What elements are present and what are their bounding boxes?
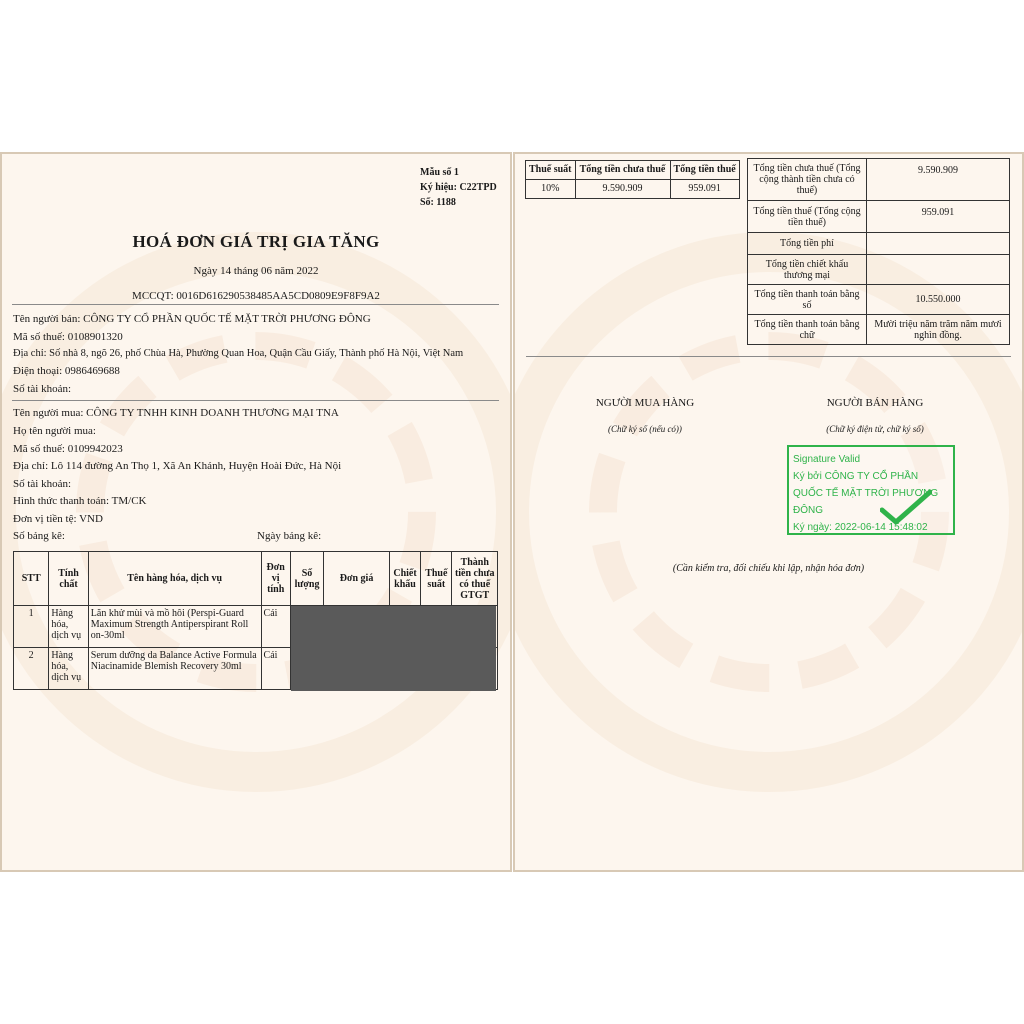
seller-signature-title: NGƯỜI BÁN HÀNG [826, 397, 924, 409]
invoice-date: Ngày 14 tháng 06 năm 2022 [193, 265, 319, 277]
invoice-mccqt: MCCQT: 0016D616290538485AA5CD0809E9F8F9A2 [132, 290, 380, 302]
signature-date: Ký ngày: 2022-06-14 15:48:02 [793, 522, 928, 533]
buyer-person: Họ tên người mua: [13, 425, 96, 437]
form-number: Mẫu số 1 [420, 167, 459, 178]
check-icon [880, 488, 932, 528]
cell-unit: Cái [261, 648, 290, 690]
col-header: Đơn giá [324, 552, 390, 606]
cell-stt: 1 [14, 606, 49, 648]
seller-account: Số tài khoản: [13, 383, 72, 395]
signature-signer-line: Ký bởi CÔNG TY CỔ PHẦN [793, 471, 919, 482]
cell-unit: Cái [261, 606, 290, 648]
col-header: Chiết khấu [389, 552, 420, 606]
cell-type: Hàng hóa, dịch vụ [49, 648, 88, 690]
total-label: Tổng tiền phí [748, 233, 867, 255]
total-value: 9.590.909 [867, 159, 1010, 201]
cell-name: Lăn khử mùi và mồ hôi (Perspi-Guard Maximum Strength Antiperspirant Roll on-30ml [88, 606, 261, 648]
total-value: Mười triệu năm trăm năm mươi nghìn đồng. [867, 315, 1010, 345]
invoice-title: HOÁ ĐƠN GIÁ TRỊ GIA TĂNG [132, 232, 380, 251]
buyer-tax-code: Mã số thuế: 0109942023 [13, 443, 123, 455]
total-label: Tổng tiền thanh toán bằng chữ [748, 315, 867, 345]
buyer-signature-title: NGƯỜI MUA HÀNG [595, 397, 695, 409]
signature-valid-text: Signature Valid [793, 454, 861, 465]
col-header: Tổng tiền chưa thuế [575, 161, 670, 180]
table-header-row [14, 552, 498, 606]
totals-table [747, 158, 1010, 345]
list-number: Số bảng kê: [13, 530, 65, 542]
total-value [867, 233, 1010, 255]
divider [12, 304, 499, 305]
table-row [526, 180, 740, 199]
table-row [748, 159, 1010, 201]
col-header: Tổng tiền thuế [670, 161, 739, 180]
payment-method: Hình thức thanh toán: TM/CK [13, 495, 147, 507]
invoice-number: Số: 1188 [420, 197, 456, 208]
verification-note: (Cần kiểm tra, đối chiếu khi lập, nhận hóa đơn) [672, 563, 865, 574]
seller-address: Địa chỉ: Số nhà 8, ngõ 26, phố Chùa Hà, Phường Quan Hoa, Quận Cầu Giấy, Thành phố Hà Nội, Việt Nam [13, 348, 464, 359]
buyer-name: Tên người mua: CÔNG TY TNHH KINH DOANH THƯƠNG MẠI TNA [13, 407, 339, 419]
signature-signer-line: ĐÔNG [793, 505, 823, 516]
cell-tax: 959.091 [670, 180, 739, 199]
redaction-mask [291, 606, 496, 691]
tax-summary-table [525, 160, 740, 199]
total-value [867, 255, 1010, 285]
total-value: 959.091 [867, 201, 1010, 233]
total-value: 10.550.000 [867, 285, 1010, 315]
form-info [420, 165, 497, 210]
total-label: Tổng tiền chưa thuế (Tổng cộng thành tiền chưa có thuế) [748, 159, 867, 201]
total-label: Tổng tiền chiết khấu thương mại [748, 255, 867, 285]
divider [12, 400, 499, 401]
col-header: Thành tiền chưa có thuế GTGT [452, 552, 498, 606]
currency: Đơn vị tiền tệ: VND [13, 513, 103, 525]
total-label: Tổng tiền thanh toán bằng số [748, 285, 867, 315]
table-row [748, 315, 1010, 345]
seller-phone: Điện thoại: 0986469688 [13, 365, 120, 377]
table-header-row [526, 161, 740, 180]
col-header: Tính chất [49, 552, 88, 606]
cell-name: Serum dưỡng da Balance Active Formula Niacinamide Blemish Recovery 30ml [88, 648, 261, 690]
signature-signer-line: QUỐC TẾ MẶT TRỜI PHƯƠNG [793, 488, 939, 499]
table-row [748, 201, 1010, 233]
col-header: Đơn vị tính [261, 552, 290, 606]
total-label: Tổng tiền thuế (Tổng cộng tiền thuế) [748, 201, 867, 233]
col-header: Thuế suất [526, 161, 576, 180]
col-header: STT [14, 552, 49, 606]
col-header: Thuế suất [421, 552, 452, 606]
table-row [748, 233, 1010, 255]
seller-tax-code: Mã số thuế: 0108901320 [13, 331, 123, 343]
buyer-account: Số tài khoản: [13, 478, 72, 490]
cell-subtotal: 9.590.909 [575, 180, 670, 199]
invoice-symbol: Ký hiệu: C22TPD [420, 182, 497, 193]
list-date: Ngày bảng kê: [257, 530, 322, 542]
col-header: Tên hàng hóa, dịch vụ [88, 552, 261, 606]
divider [526, 356, 1011, 357]
table-row [748, 255, 1010, 285]
col-header: Số lượng [290, 552, 323, 606]
table-row [748, 285, 1010, 315]
cell-tax-rate: 10% [526, 180, 576, 199]
seller-signature-note: (Chữ ký điện tử, chữ ký số) [826, 424, 924, 434]
seller-name: Tên người bán: CÔNG TY CỔ PHẦN QUỐC TẾ MẶT TRỜI PHƯƠNG ĐÔNG [13, 313, 371, 325]
cell-stt: 2 [14, 648, 49, 690]
buyer-signature-note: (Chữ ký số (nếu có)) [608, 424, 682, 434]
buyer-address: Địa chỉ: Lô 114 đường An Thọ 1, Xã An Khánh, Huyện Hoài Đức, Hà Nội [13, 460, 342, 472]
cell-type: Hàng hóa, dịch vụ [49, 606, 88, 648]
